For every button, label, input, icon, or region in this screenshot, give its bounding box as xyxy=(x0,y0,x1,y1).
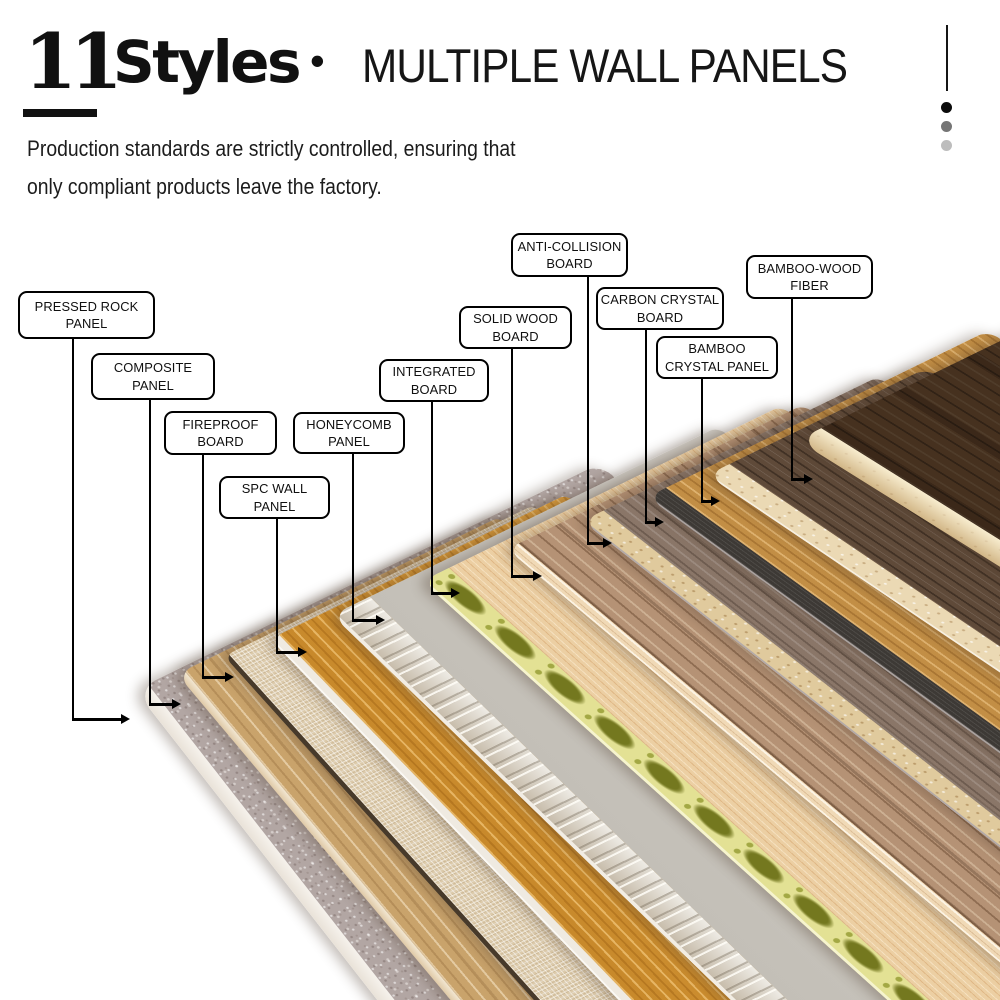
callout-spc xyxy=(219,476,330,519)
callout-label-line1: SPC WALL xyxy=(241,481,308,497)
leader-line-horizontal-fireproof xyxy=(202,676,226,679)
description-line-1: Production standards are strictly controlled, ensuring that xyxy=(27,136,516,161)
leader-line-vertical-integrated xyxy=(431,400,434,595)
leader-line-horizontal-composite xyxy=(149,703,173,706)
decoration-dot-1 xyxy=(941,102,952,113)
leader-line-vertical-pressed-rock xyxy=(72,337,75,721)
callout-label-line2: BOARD xyxy=(410,381,458,397)
decoration-dot-2 xyxy=(941,121,952,132)
leader-line-vertical-carbon-crystal xyxy=(645,328,648,524)
callout-label-line1: FIREPROOF xyxy=(182,416,259,432)
description xyxy=(27,130,516,206)
leader-line-vertical-composite xyxy=(149,398,152,706)
callout-integrated xyxy=(379,359,489,402)
callout-composite xyxy=(91,353,215,400)
leader-line-horizontal-anti-collision xyxy=(587,542,604,545)
leader-line-horizontal-integrated xyxy=(431,592,452,595)
bullet-separator-icon: • xyxy=(310,37,325,84)
leader-line-vertical-fireproof xyxy=(202,453,205,679)
callout-anti-collision xyxy=(511,233,628,277)
leader-arrowhead-carbon-crystal xyxy=(655,517,664,527)
leader-line-horizontal-bamboo-wood xyxy=(791,478,805,481)
callout-label-line1: ANTI-COLLISION xyxy=(517,238,622,254)
page-title: MULTIPLE WALL PANELS xyxy=(362,39,848,92)
callout-label-line2: BOARD xyxy=(546,256,593,271)
leader-arrowhead-bamboo-crystal xyxy=(711,496,720,506)
count-underline xyxy=(23,109,97,117)
callout-label-line1: SOLID WOOD xyxy=(473,311,558,327)
leader-arrowhead-anti-collision xyxy=(603,538,612,548)
callout-label-line2: CRYSTAL PANEL xyxy=(665,358,769,374)
leader-line-vertical-honeycomb xyxy=(352,452,355,622)
leader-line-horizontal-pressed-rock xyxy=(72,718,122,721)
leader-arrowhead-pressed-rock xyxy=(121,714,130,724)
leader-arrowhead-honeycomb xyxy=(376,615,385,625)
leader-arrowhead-fireproof xyxy=(225,672,234,682)
leader-line-vertical-solid-wood xyxy=(511,347,514,578)
styles-label: Styles xyxy=(113,28,300,96)
leader-line-vertical-spc xyxy=(276,517,279,654)
leader-arrowhead-integrated xyxy=(451,588,460,598)
callout-label-line1: PRESSED ROCK xyxy=(34,298,139,314)
callout-pressed-rock xyxy=(18,291,155,339)
leader-arrowhead-composite xyxy=(172,699,181,709)
callout-label-line2: BOARD xyxy=(492,328,539,344)
callout-solid-wood xyxy=(459,306,572,349)
leader-arrowhead-solid-wood xyxy=(533,571,542,581)
callout-label-line2: PANEL xyxy=(65,316,108,331)
leader-line-vertical-bamboo-crystal xyxy=(701,377,704,503)
callout-honeycomb xyxy=(293,412,405,454)
leader-line-horizontal-honeycomb xyxy=(352,619,377,622)
style-count: 11 xyxy=(24,17,116,106)
callout-label-line1: HONEYCOMB xyxy=(306,416,392,432)
callout-label-line2: PANEL xyxy=(132,377,174,393)
decoration-dot-3 xyxy=(941,140,952,151)
callout-label-line1: BAMBOO xyxy=(688,341,746,357)
leader-line-vertical-anti-collision xyxy=(587,275,590,545)
callout-label-line2: PANEL xyxy=(253,498,296,514)
leader-arrowhead-bamboo-wood xyxy=(804,474,813,484)
callout-fireproof xyxy=(164,411,277,455)
description-line-2: only compliant products leave the factory. xyxy=(27,174,382,199)
callout-label-line2: BOARD xyxy=(636,309,684,325)
leader-line-horizontal-spc xyxy=(276,651,299,654)
leader-arrowhead-spc xyxy=(298,647,307,657)
leader-line-horizontal-solid-wood xyxy=(511,575,534,578)
callout-label-line1: BAMBOO-WOOD xyxy=(757,260,862,276)
callout-label-line1: CARBON CRYSTAL xyxy=(600,292,720,308)
callout-label-line2: FIBER xyxy=(790,278,829,293)
callout-label-line2: BOARD xyxy=(197,434,244,449)
callout-carbon-crystal xyxy=(596,287,724,330)
decoration-vertical-line xyxy=(946,25,948,91)
callout-label-line1: COMPOSITE xyxy=(113,360,193,376)
leader-line-vertical-bamboo-wood xyxy=(791,297,794,481)
callout-bamboo-wood xyxy=(746,255,873,299)
callout-label-line1: INTEGRATED xyxy=(392,364,476,380)
callout-label-line2: PANEL xyxy=(328,434,370,449)
callout-bamboo-crystal xyxy=(656,336,778,379)
